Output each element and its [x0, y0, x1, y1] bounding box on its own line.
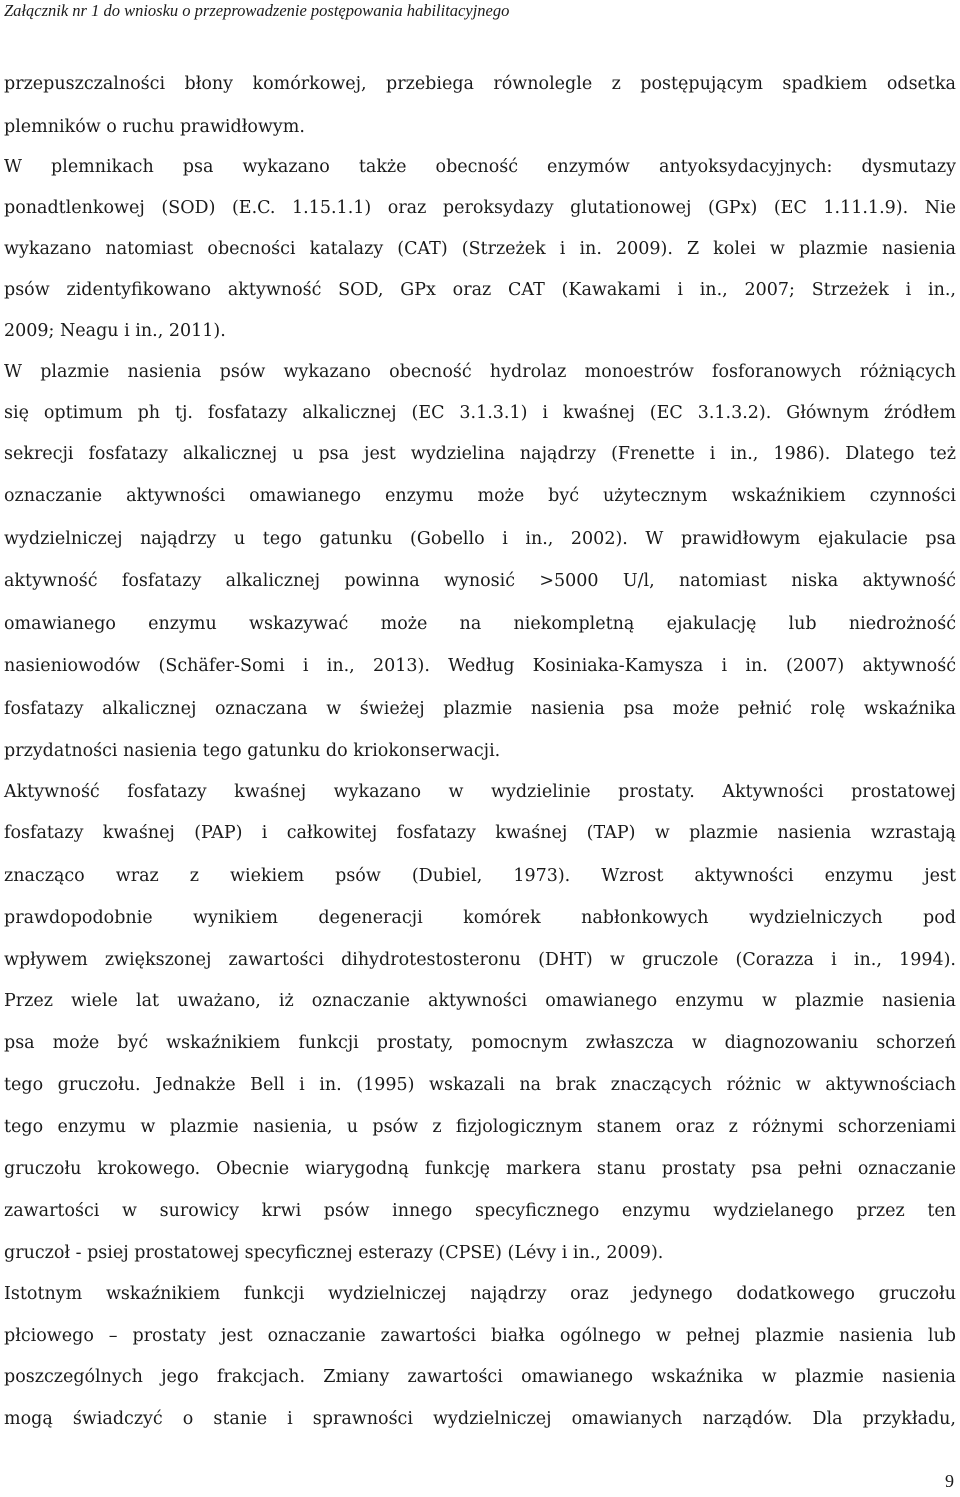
text-line: sekrecji fosfatazy alkalicznej u psa jest wydzielina najądrzy (Frenette i in., 1986). Dlatego też — [4, 444, 956, 464]
text-line: poszczególnych jego frakcjach. Zmiany zawartości omawianego wskaźnika w plazmie nasienia — [4, 1367, 956, 1387]
text-line: ponadtlenkowej (SOD) (E.C. 1.15.1.1) oraz peroksydazy glutationowej (GPx) (EC 1.11.1.9). Nie — [4, 198, 956, 218]
text-line: zawartości w surowicy krwi psów innego specyficznego enzymu wydzielanego przez ten — [4, 1201, 956, 1221]
text-line: tego gruczołu. Jednakże Bell i in. (1995) wskazali na brak znaczących różnic w aktywnościach — [4, 1075, 956, 1095]
text-line: znacząco wraz z wiekiem psów (Dubiel, 1973). Wzrost aktywności enzymu jest — [4, 866, 956, 886]
text-line: oznaczanie aktywności omawianego enzymu może być użytecznym wskaźnikiem czynności — [4, 486, 956, 506]
text-line: fosfatazy kwaśnej (PAP) i całkowitej fosfatazy kwaśnej (TAP) w plazmie nasienia wzrastają — [4, 823, 956, 843]
text-line: przepuszczalności błony komórkowej, przebiega równolegle z postępującym spadkiem odsetka — [4, 74, 956, 94]
text-line: plemników o ruchu prawidłowym. — [4, 117, 305, 137]
text-line: W plemnikach psa wykazano także obecność enzymów antyoksydacyjnych: dysmutazy — [4, 157, 956, 177]
page-header: Załącznik nr 1 do wniosku o przeprowadzenie postępowania habilitacyjnego — [4, 1, 510, 20]
text-line: płciowego – prostaty jest oznaczanie zawartości białka ogólnego w pełnej plazmie nasienia lub — [4, 1326, 956, 1346]
text-line: fosfatazy alkalicznej oznaczana w świeżej plazmie nasienia psa może pełnić rolę wskaźnika — [4, 699, 956, 719]
text-line: psów zidentyfikowano aktywność SOD, GPx oraz CAT (Kawakami i in., 2007; Strzeżek i in., — [4, 280, 956, 300]
text-line: prawdopodobnie wynikiem degeneracji komórek nabłonkowych wydzielniczych pod — [4, 908, 956, 928]
text-line: wpływem zwiększonej zawartości dihydrotestosteronu (DHT) w gruczole (Corazza i in., 1994). — [4, 950, 956, 970]
text-line: 2009; Neagu i in., 2011). — [4, 321, 226, 341]
page-number: 9 — [945, 1471, 954, 1491]
text-line: nasieniowodów (Schäfer-Somi i in., 2013). Według Kosiniaka-Kamysza i in. (2007) aktywność — [4, 656, 956, 676]
text-line: Przez wiele lat uważano, iż oznaczanie aktywności omawianego enzymu w plazmie nasienia — [4, 991, 956, 1011]
text-line: omawianego enzymu wskazywać może na niekompletną ejakulację lub niedrożność — [4, 614, 956, 634]
text-line: Aktywność fosfatazy kwaśnej wykazano w wydzielinie prostaty. Aktywności prostatowej — [4, 782, 956, 802]
text-line: gruczoł - psiej prostatowej specyficznej esterazy (CPSE) (Lévy i in., 2009). — [4, 1243, 664, 1263]
text-line: psa może być wskaźnikiem funkcji prostaty, pomocnym zwłaszcza w diagnozowaniu schorzeń — [4, 1033, 956, 1053]
text-line: wydzielniczej najądrzy u tego gatunku (Gobello i in., 2002). W prawidłowym ejakulacie psa — [4, 529, 956, 549]
text-line: przydatności nasienia tego gatunku do kriokonserwacji. — [4, 741, 501, 761]
text-line: się optimum ph tj. fosfatazy alkalicznej (EC 3.1.3.1) i kwaśnej (EC 3.1.3.2). Głównym źródłem — [4, 403, 956, 423]
text-line: mogą świadczyć o stanie i sprawności wydzielniczej omawianych narządów. Dla przykładu, — [4, 1409, 956, 1429]
text-line: W plazmie nasienia psów wykazano obecność hydrolaz monoestrów fosforanowych różniących — [4, 362, 956, 382]
text-line: Istotnym wskaźnikiem funkcji wydzielniczej najądrzy oraz jedynego dodatkowego gruczołu — [4, 1284, 956, 1304]
text-line: aktywność fosfatazy alkalicznej powinna wynosić >5000 U/l, natomiast niska aktywność — [4, 571, 956, 591]
text-line: tego enzymu w plazmie nasienia, u psów z fizjologicznym stanem oraz z różnymi schorzeniami — [4, 1117, 956, 1137]
text-line: wykazano natomiast obecności katalazy (CAT) (Strzeżek i in. 2009). Z kolei w plazmie nasienia — [4, 239, 956, 259]
text-line: gruczołu krokowego. Obecnie wiarygodną funkcję markera stanu prostaty psa pełni oznaczanie — [4, 1159, 956, 1179]
